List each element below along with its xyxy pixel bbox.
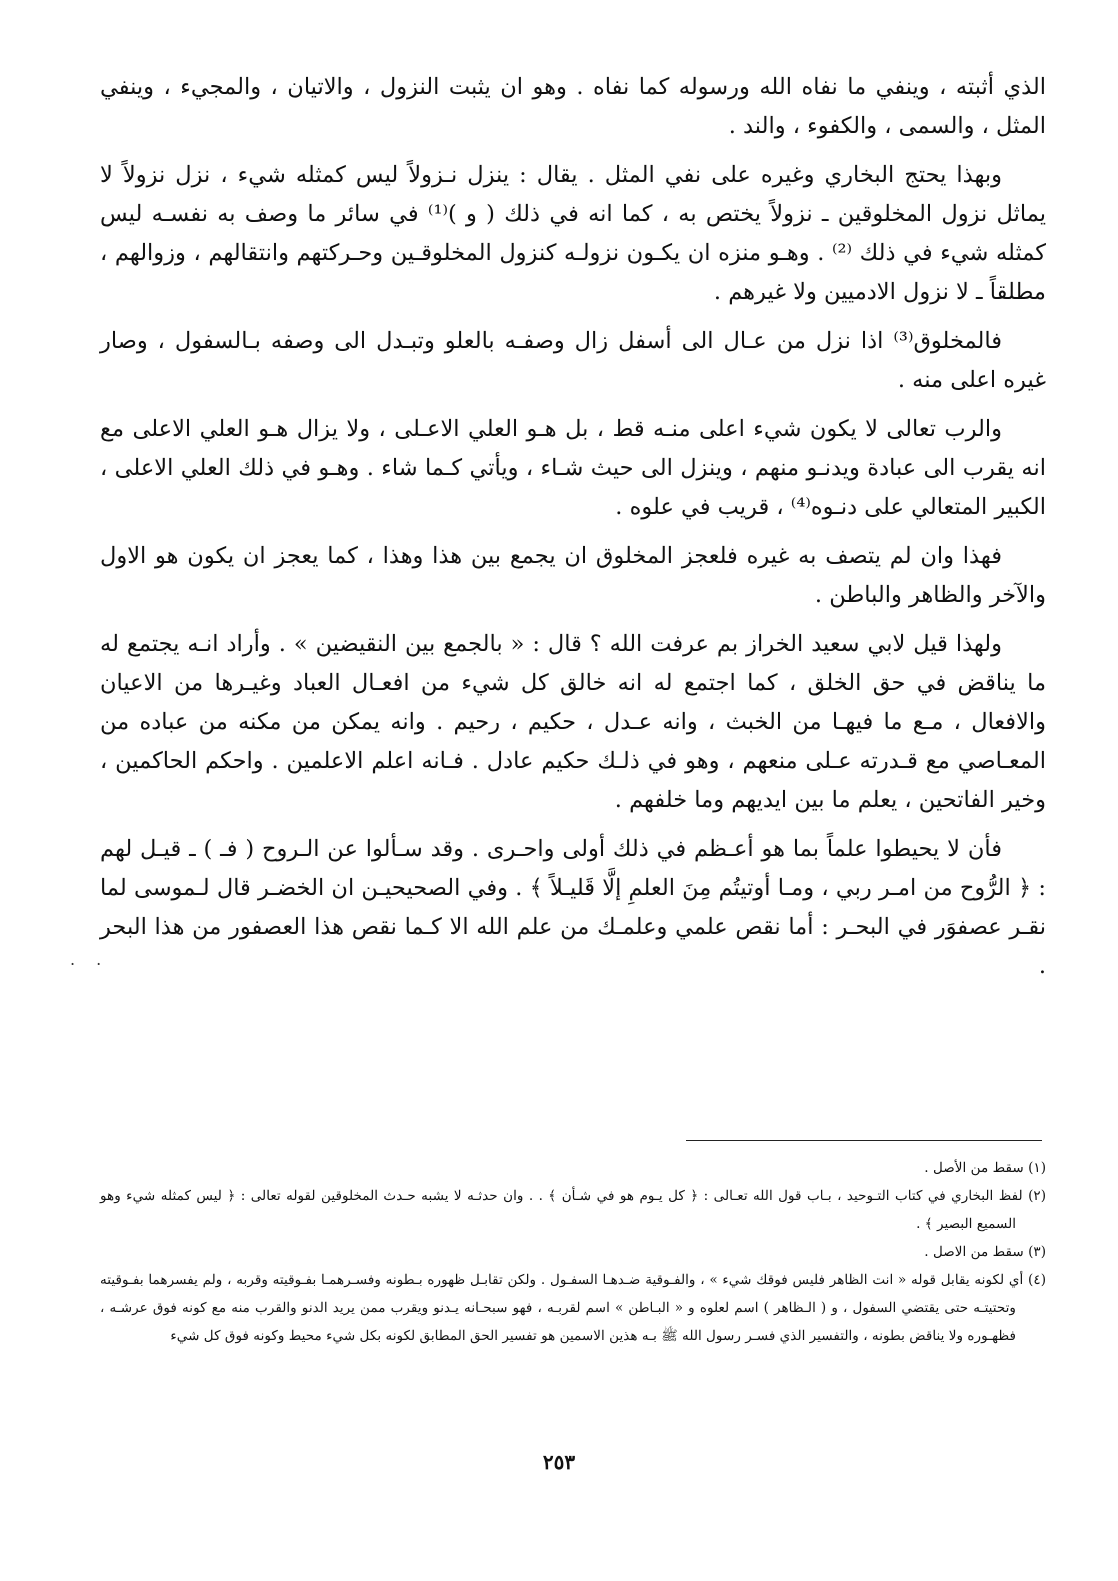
paragraph-3: فالمخلوق⁽³⁾ اذا نزل من عـال الى أسفل زال وصفـه بالعلو وتبـدل الى وصفه بـالسفول ، وصار غيره اعلى منه . [100, 328, 1046, 393]
footnotes [100, 1154, 1046, 1350]
margin-marker: . . [70, 950, 110, 969]
main-text [100, 68, 1046, 996]
paragraph-6: ولهذا قيل لابي سعيد الخراز بم عرفت الله ؟ قال : « بالجمع بين النقيضين » . وأراد انـه يجتمع له ما يناقض في حق الخلق ، كما اجتمع له انه خالق كل شيء من افعـال العباد وغيـرها من الاعيان والافعال ، مـع ما فيهـا من الخبث ، وانه عـدل ، حكيم ، رحيم . وانه يمكن من مكنه من عباده من المعـاصي مع قـدرته عـلى منعهم ، وهو في ذلـك حكيم عادل . فـانه اعلم الاعلمين . واحكم الحاكمين ، وخير الفاتحين ، يعلم ما بين ايديهم وما خلفهم . [100, 631, 1046, 813]
paragraph-2: وبهذا يحتج البخاري وغيره على نفي المثل . يقال : ينزل نـزولاً ليس كمثله شيء ، نزل نزولاً لا يماثل نزول المخلوقين ـ نزولاً يختص به ، كما انه في ذلك ( و )⁽¹⁾ في سائر ما وصف به نفسـه ليس كمثله شيء في ذلك ⁽²⁾ . وهـو منزه ان يكـون نزولـه كنزول المخلوقـين وحـركتهم وانتقالهم ، وزوالهم ، مطلقاً ـ لا نزول الادميين ولا غيرهم . [100, 162, 1046, 305]
paragraph-5: فهذا وان لم يتصف به غيره فلعجز المخلوق ان يجمع بين هذا وهذا ، كما يعجز ان يكون هو الاول والآخر والظاهر والباطن . [100, 543, 1046, 608]
paragraph-1: الذي أثبته ، وينفي ما نفاه الله ورسوله كما نفاه . وهو ان يثبت النزول ، والاتيان ، والمجيء ، وينفي المثل ، والسمى ، والكفوء ، والند . [100, 74, 1046, 139]
footnote-4: (٤) أي لكونه يقابل قوله « انت الظاهر فليس فوقك شيء » ، والفـوقية ضـدهـا السفـول . ولكن تقابـل ظهوره بـطونه وفسـرهمـا بفـوقيته وقربه ، ولم يفسرهما بفـوقيته وتحتيتـه حتى يقتضي السفول ، و ( الـظاهر ) اسم لعلوه و « البـاطن » اسم لقربـه ، فهو سبحـانه يـدنو ويقرب ممن يريد الدنو والقرب منه مع كونه فوق عرشـه ، فظهـوره ولا يناقض بطونه ، والتفسير الذي فسـر رسول الله ﷺ بـه هذين الاسمين هو تفسير الحق المطابق لكونه بكل شيء محيط وكونه فوق كل شيء [100, 1272, 1046, 1344]
paragraph-7: فأن لا يحيطوا علماً بما هو أعـظم في ذلك أولى واحـرى . وقد سـألوا عن الـروح ( فـ ) ـ قيـل لهم : ﴿ الرُّوح من امـر ربي ، ومـا أوتيتُم مِنَ العلمِ إلَّا قَليـلاً ﴾ . وفي الصحيحيـن ان الخضـر قال لـموسى لما نقـر عصفوَر في البحـر : أما نقص علمي وعلمـك من علم الله الا كـما نقص هذا العصفور من هذا البحر . [100, 836, 1046, 979]
footnote-2: (٢) لفظ البخاري في كتاب التـوحيد ، بـاب قول الله تعـالى : ﴿ كل يـوم هو في شـأن ﴾ . . وان حدثـه لا يشبه حـدث المخلوقين لقوله تعالى : ﴿ ليس كمثله شيء وهو السميع البصير ﴾ . [100, 1188, 1046, 1232]
page-number: ٢٥٣ [542, 1450, 576, 1474]
paragraph-4: والرب تعالى لا يكون شيء اعلى منـه قط ، بل هـو العلي الاعـلى ، ولا يزال هـو العلي الاعلى مع انه يقرب الى عبادة ويدنـو منهم ، وينزل الى حيث شـاء ، ويأتي كـما شاء . وهـو في ذلك العلي الاعلى ، الكبير المتعالي على دنـوه⁽⁴⁾ ، قريب في علوه . [100, 416, 1046, 520]
footnote-1: (١) سقط من الأصل . [924, 1160, 1046, 1176]
footnote-3: (٣) سقط من الاصل . [924, 1244, 1046, 1260]
footnote-separator [686, 1140, 1042, 1141]
